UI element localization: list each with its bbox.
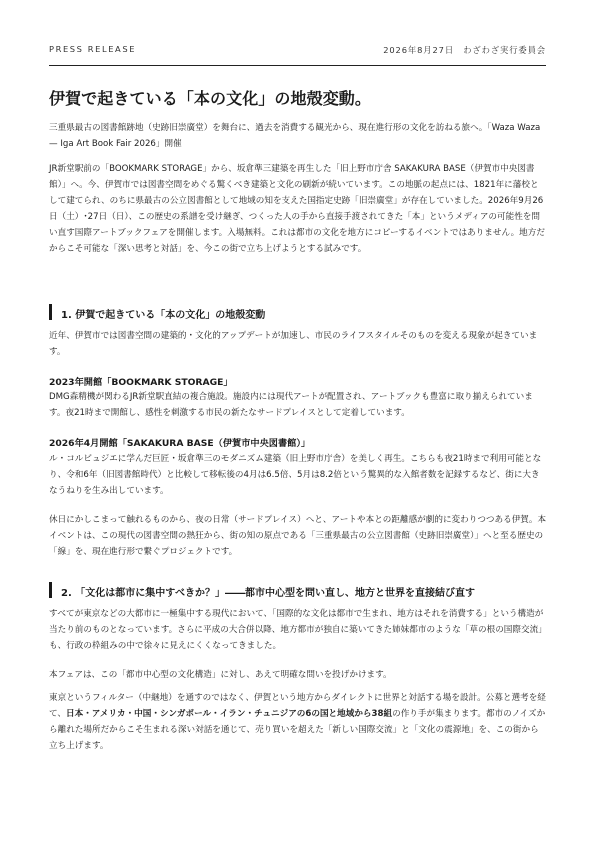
page-header xyxy=(49,44,546,56)
section-1-heading xyxy=(49,304,547,320)
header-divider xyxy=(49,65,546,66)
section-marker xyxy=(49,582,52,598)
section-2-body-3-part-a: 東京というフィルター（中継地）を通すのではなく、伊賀という地方からダイレクトに世界と対話する場を設計。公募と選考を経て、 xyxy=(49,693,546,720)
section-marker xyxy=(49,304,52,320)
section-2-title: 2. 「文化は都市に集中すべきか？」――都市中心型を問い直し、地方と世界を直接結び直す xyxy=(61,588,476,599)
sakakura-base-body: ル・コルビュジエに学んだ巨匠・坂倉準三のモダニズム建築（旧上野市庁舎）を美しく再生。こちらも夜21時まで利用可能となり、令和6年（旧図書館時代）と比較して移転後の4月は6.5倍、5月は8.2倍という驚異的な入館者数を記録するなど、街に大きなうねりを生み出しています。 xyxy=(49,454,542,497)
participants-highlight: 日本・アメリカ・中国・シンガポール・イラン・チュニジアの6の国と地域から38組 xyxy=(66,709,393,720)
bookmark-storage-title: 2023年開館「BOOKMARK STORAGE」 xyxy=(49,377,233,388)
section-2-body-2: 本フェアは、この「都市中心型の文化構造」に対し、あえて明確な問いを投げかけます。 xyxy=(49,670,392,680)
lead-paragraph: 三重県最古の図書館跡地（史跡旧崇廣堂）を舞台に、過去を消費する観光から、現在進行形の文化を訪ねる旅へ。「Waza Waza — Iga Art Book Fair 2026」開催 xyxy=(49,123,541,150)
section-2-body-1: すべてが東京などの大都市に一極集中する現代において、「国際的な文化は都市で生まれ、地方はそれを消費する」という構造が当たり前のものとなっています。さらに平成の大合併以降、地方都市が独自に築いてきた姉妹都市のような「草の根の国際交流」も、行政の枠組みの中で徐々に見えにくくなってきました。 xyxy=(49,609,547,652)
section-2-body-3-part-b: の作り手が集まります。都市のノイズから離れた場所だからこそ生まれる深い対話を通じて、売り買いを超えた「新しい国際交流」と「文化の震源地」を、この街から立ち上げます。 xyxy=(49,709,546,752)
section-1-body: 近年、伊賀市では図書空間の建築的・文化的アップデートが加速し、市民のライフスタイルそのものを変える現象が起きています。 xyxy=(49,331,538,358)
date-and-organizer: 2026年8月27日 わざわざ実行委員会 xyxy=(383,45,546,55)
section-2-heading xyxy=(49,582,547,598)
bookmark-storage-body: DMG森精機が関わるJR新堂駅直結の複合施設。施設内には現代アートが配置され、アートブックも豊富に取り揃えられています。夜21時まで開館し、感性を刺激する市民の新たなサードプレイスとして定着しています。 xyxy=(49,392,533,419)
section-1-closing: 休日にかしこまって触れるものから、夜の日常（サードプレイス）へと、アートや本との距離感が劇的に変わりつつある伊賀。本イベントは、この現代の図書空間の熱狂から、街の知の原点である「三重県最古の公立図書館（史跡旧崇廣堂）」へと至る歴史の「線」を、現在進行形で繋ぐプロジェクトです。 xyxy=(49,515,547,558)
sakakura-base-title: 2026年4月開館「SAKAKURA BASE（伊賀市中央図書館）」 xyxy=(49,438,311,449)
section-2-body-3 xyxy=(49,690,547,754)
press-release-label: PRESS RELEASE xyxy=(49,44,137,54)
section-1-title: 1. 伊賀で起きている「本の文化」の地殻変動 xyxy=(61,310,266,321)
intro-paragraph: JR新堂駅前の「BOOKMARK STORAGE」から、坂倉準三建築を再生した「旧上野市庁舎 SAKAKURA BASE（伊賀市中央図書館）」へ。今、伊賀市では図書空間をめぐる驚くべき建築と文化の刷新が続いています。この地脈の起点には、1821年に藩校として建てられ、のちに県最古の公立図書館として地域の知を支えた国指定史跡「旧崇廣堂」が存在していました。2026年9月26日（土）･27日（日）、この歴史の系譜を受け継ぎ、つくった人の手から直接手渡されてきた「本」というメディアの可能性を問い直す国際アートブックフェアを開催します。入場無料。これは都市の文化を地方にコピーするイベントではありません。地方だからこそ可能な「深い思考と対話」を、今この街で立ち上げようとする試みです。 xyxy=(49,164,545,255)
page-title: 伊賀で起きている「本の文化」の地殻変動。 xyxy=(49,89,372,108)
